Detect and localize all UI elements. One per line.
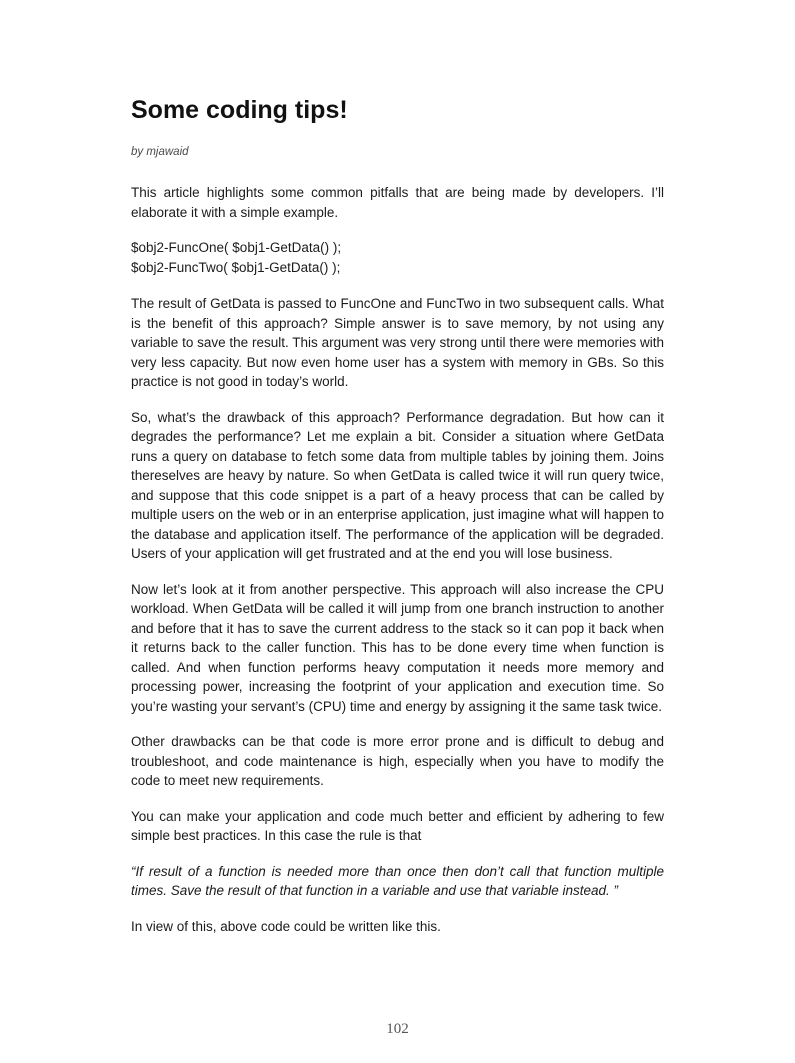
paragraph: The result of GetData is passed to FuncOne and FuncTwo in two subsequent calls. What is the benefit of this approach? Simple answer is to save memory, by not using any variable to save the result. This argument was very strong until there were memories with very less capacity. But now even home user has a system with memory in GBs. So this practice is not good in today’s world.	[131, 296, 664, 390]
pull-quote: “If result of a function is needed more than once then don’t call that function multiple times. Save the result of that function in a variable and use that variable instead. ”	[131, 863, 664, 899]
code-line: $obj2-FuncOne( $obj1-GetData() );	[131, 240, 342, 256]
code-line: $obj2-FuncTwo( $obj1-GetData() );	[131, 260, 341, 276]
page-footer	[0, 1020, 795, 1038]
article-byline: by mjawaid	[131, 145, 189, 158]
paragraph: Other drawbacks can be that code is more error prone and is difficult to debug and troubleshoot, and code maintenance is high, especially when you have to modify the code to meet new requirements.	[131, 734, 664, 789]
paragraph-closing: In view of this, above code could be written like this.	[131, 918, 441, 934]
page-number: 102	[386, 1021, 409, 1037]
paragraph: You can make your application and code much better and efficient by adhering to few simple best practices. In this case the rule is that	[131, 808, 664, 844]
paragraph: Now let’s look at it from another perspective. This approach will also increase the CPU workload. When GetData will be called it will jump from one branch instruction to another and before that it has to save the current address to the stack so it can pop it back when it returns back to the caller function. This has to be done every time when function is called. And when function performs heavy computation it needs more memory and processing power, increasing the footprint of your application and execution time. So you’re wasting your servant’s (CPU) time and energy by assigning it the same task twice.	[131, 581, 664, 714]
paragraph-intro: This article highlights some common pitfalls that are being made by developers. I’ll elaborate it with a simple example.	[131, 185, 664, 220]
paragraph: So, what’s the drawback of this approach? Performance degradation. But how can it degrades the performance? Let me explain a bit. Consider a situation where GetData runs a query on database to fetch some data from multiple tables by joining them. Joins thereselves are heavy by nature. So when GetData is called twice it will run query twice, and suppose that this code snippet is a part of a heavy process that can be called by multiple users on the web or in an enterprise application, just imagine what will happen to the database and application itself. The performance of the application will be degraded. Users of your application will get frustrated and at the end you will lose business.	[131, 409, 664, 562]
code-block	[131, 238, 664, 278]
article	[131, 97, 664, 952]
article-title: Some coding tips!	[131, 96, 348, 124]
